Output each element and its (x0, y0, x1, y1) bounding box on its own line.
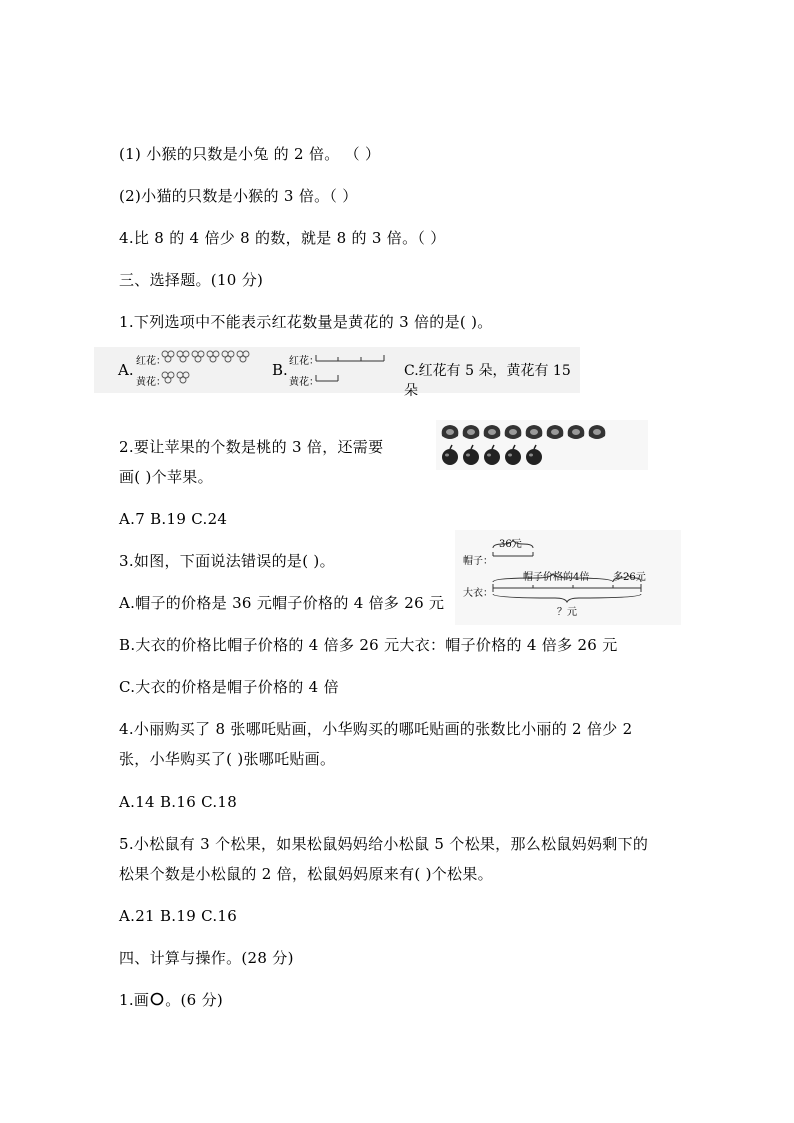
circle-icon (150, 992, 164, 1006)
choice-question-2-options: A.7 B.19 C.24 (119, 510, 228, 528)
extra-label: 多26元 (613, 572, 646, 583)
section-3-heading: 三、选择题。(10 分) (119, 271, 264, 289)
choice-question-5-line2: 松果个数是小松鼠的 2 倍，松鼠妈妈原来有( )个松果。 (119, 865, 493, 883)
choice-question-2-line2: 画( )个苹果。 (119, 468, 213, 486)
hat-coat-diagram (455, 530, 681, 625)
choice-question-3: 3.如图，下面说法错误的是( )。 (119, 552, 335, 570)
choice-question-2-line1: 2.要让苹果的个数是桃的 3 倍，还需要 (119, 438, 384, 456)
choice-question-1: 1.下列选项中不能表示红花数量是黄花的 3 倍的是( )。 (119, 313, 493, 331)
question-4: 4.比 8 的 4 倍少 8 的数，就是 8 的 3 倍。（ ） (119, 229, 446, 247)
hat-label: 帽子： (463, 556, 493, 567)
choice-question-3-option-c: C.大衣的价格是帽子价格的 4 倍 (119, 678, 339, 696)
hat-price-label: 36元 (499, 539, 522, 550)
peach-apple-picture (436, 420, 648, 470)
draw-question-1 (119, 990, 223, 1010)
choice-question-4-line2: 张，小华购买了( )张哪吒贴画。 (119, 750, 336, 768)
choice-question-5-options: A.21 B.19 C.16 (119, 907, 238, 925)
question-a1: (1) 小猴的只数是小兔 的 2 倍。 （ ） (119, 145, 381, 163)
segment-lines (455, 530, 681, 625)
flowers-picture (160, 349, 254, 389)
choice-question-4-options: A.14 B.16 C.18 (119, 793, 238, 811)
fruit-figure (436, 420, 648, 470)
choice-question-3-option-a: A.帽子的价格是 36 元帽子价格的 4 倍多 26 元 (119, 594, 445, 612)
times-label: 帽子价格的4倍 (523, 572, 590, 583)
option-a-red-label: 红花： (136, 356, 166, 367)
q1-options-strip (94, 347, 580, 399)
draw-prefix: 1.画 (119, 991, 150, 1009)
option-a-yellow-label: 黄花： (136, 377, 166, 388)
draw-suffix: 。(6 分) (165, 991, 224, 1009)
section-4-heading: 四、计算与操作。(28 分) (119, 949, 294, 967)
choice-question-3-option-b: B.大衣的价格比帽子价格的 4 倍多 26 元大衣：帽子价格的 4 倍多 26 元 (119, 636, 618, 654)
option-b-yellow-label: 黄花： (289, 377, 319, 388)
choice-question-5-line1: 5.小松鼠有 3 个松果，如果松鼠妈妈给小松鼠 5 个松果，那么松鼠妈妈剩下的 (119, 835, 649, 853)
option-b-red-label: 红花： (289, 356, 319, 367)
question-a2: (2)小猫的只数是小猴的 3 倍。（ ） (119, 187, 358, 205)
total-label: ？元 (557, 607, 577, 618)
coat-label: 大衣： (463, 588, 493, 599)
choice-question-4-line1: 4.小丽购买了 8 张哪吒贴画，小华购买的哪吒贴画的张数比小丽的 2 倍少 2 (119, 720, 633, 738)
peach-icon (442, 425, 459, 439)
line-segment-diagram (314, 351, 388, 387)
option-a-letter: A. (118, 361, 134, 379)
option-c-text: C.红花有 5 朵，黄花有 15 朵 (404, 363, 571, 399)
option-b-letter: B. (272, 361, 288, 379)
